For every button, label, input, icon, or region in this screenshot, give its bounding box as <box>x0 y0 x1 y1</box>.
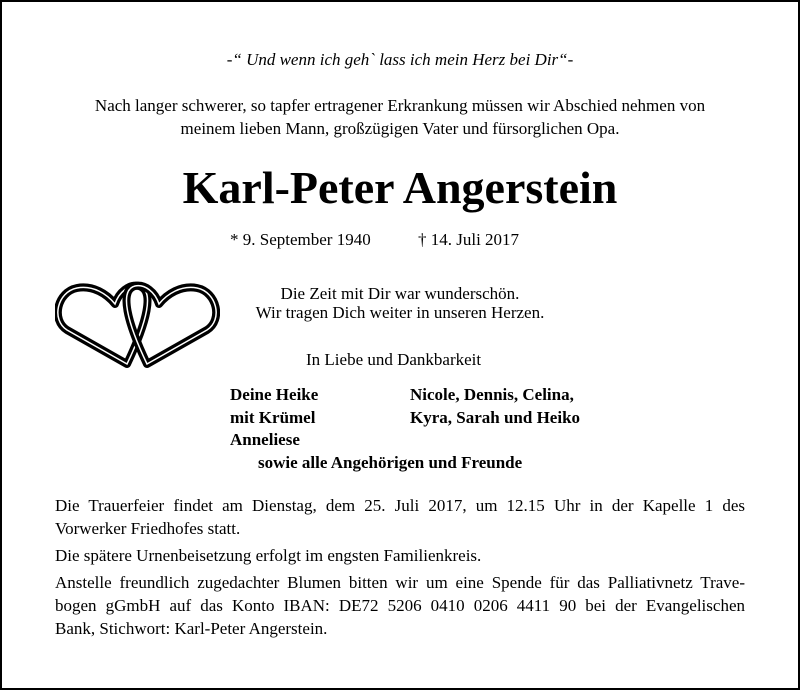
intro-line-2: meinem lieben Mann, großzügigen Vater und fürsorglichen Opa. <box>180 119 620 138</box>
intro-line-1: Nach langer schwerer, so tapfer ertragener Erkrankung müssen wir Abschied nehmen von <box>94 96 706 115</box>
mourner-right-1: Nicole, Dennis, Celina, <box>410 385 574 404</box>
mourner-left-3: Anneliese <box>230 430 300 449</box>
mourner-right-2: Kyra, Sarah und Heiko <box>410 408 581 427</box>
death-date: † 14. Juli 2017 <box>418 230 520 249</box>
closing-phrase: In Liebe und Dankbarkeit <box>306 350 482 369</box>
funeral-line-2: Vorwerker Friedhofes statt. <box>55 519 241 538</box>
two-hearts-icon <box>55 272 220 372</box>
donation-line-1: Anstelle freundlich zugedachter Blumen bitten wir um eine Spende für das Palliativnetz Trave- <box>55 573 745 592</box>
funeral-line-1: Die Trauerfeier findet am Dienstag, dem 25. Juli 2017, um 12.15 Uhr in der Kapelle 1 des <box>55 496 745 515</box>
verse-line-1: Die Zeit mit Dir war wunderschön. <box>280 284 520 303</box>
mourner-left-1: Deine Heike <box>230 385 319 404</box>
mourner-left-2: mit Krümel <box>230 408 316 427</box>
urn-burial-info: Die spätere Urnenbeisetzung erfolgt im engsten Familienkreis. <box>55 546 482 565</box>
mourners-all: sowie alle Angehörigen und Freunde <box>258 453 523 472</box>
deceased-name: Karl-Peter Angerstein <box>182 162 618 213</box>
quote: -“ Und wenn ich geh` lass ich mein Herz bei Dir“- <box>226 50 574 69</box>
verse-line-2: Wir tragen Dich weiter in unseren Herzen. <box>255 303 545 322</box>
donation-line-2: bogen gGmbH auf das Konto IBAN: DE72 5206 0410 0206 4411 90 bei der Evangelischen <box>55 596 745 615</box>
birth-date: * 9. September 1940 <box>230 230 371 249</box>
donation-line-3: Bank, Stichwort: Karl-Peter Angerstein. <box>55 619 328 638</box>
